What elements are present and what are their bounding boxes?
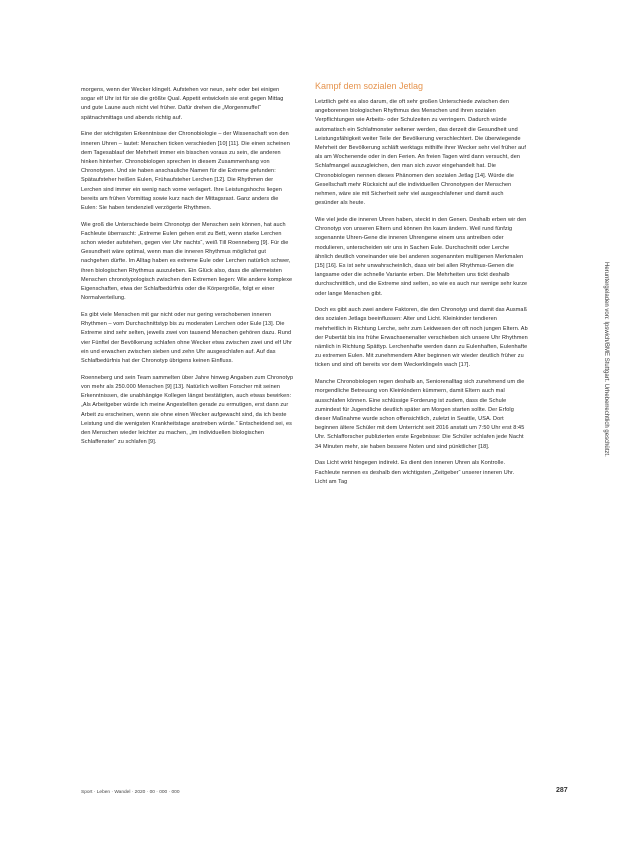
- paragraph: morgens, wenn der Wecker klingelt. Aufstehen vor neun, sehr oder bei einigen sogar elf Uhr ist für sie die größte Qual. Appetit entwickeln sie erst gegen Mittag und gute Laune auch nicht viel früher. Dafür drehen die „Morgenmuffel“ spätnachmittags und abends richtig auf.: [81, 87, 284, 121]
- section-title: Kampf dem sozialen Jetlag: [315, 81, 424, 91]
- paragraph: Roenneberg und sein Team sammelten über Jahre hinweg Angaben zum Chronotyp von mehr als 250.000 Menschen [9] [13]. Natürlich wollten Forscher mit seinen Erkenntnissen, die unabhängige Kollegen längst bestätigten, auch etwas bewirken: „Als Arbeitgeber würde ich meine Angestellten gerade zu ermutigen, erst dann zur Arbeit zu erscheinen, wenn sie ohne einen Wecker aufgewacht sind, da ich beste Leistung und die wenigsten Krankheitstage anstreben würde.“ Entscheidend sei, es den Menschen wieder leichter zu machen, „im individuellen biologischen Schlaffenster“ zu schlafen [9].: [81, 374, 294, 446]
- download-note: Heruntergeladen von: Ipswich/BME Stuttgart. Urheberrechtlich geschützt.: [603, 262, 609, 457]
- paragraph: Es gibt viele Menschen mit gar nicht oder nur gering verschobenen inneren Rhythmen – vom Durchschnittstyp bis zu moderaten Lerchen oder Eule [13]. Die Extreme sind sehr selten, jeweils zwei von tausend Menschen gehören dazu. Rund vier Fünftel der Bevölkerung schlafen ohne Wecker etwa zwischen zwei und elf Uhr ein und erwachen zwischen sieben und zehn Uhr ausgeschlafen auf. Auf das Schlafbedürfnis hat der Chronotyp übrigens keinen Einfluss.: [81, 311, 292, 364]
- left-column: [81, 86, 294, 455]
- paragraph: Manche Chronobiologen regen deshalb an, Seniorenalltag sich zunehmend um die morgendliche Betreuung von Kleinkindern kümmern, damit Eltern auch mal ausschlafen können. Eine schlüssige Forderung ist zudem, dass die Schule zumindest für Jugendliche deutlich später am Morgen starten sollte. Der Erfolg dieser Maßnahme wurde schon offensichtlich, zuletzt in Seattle, USA. Dort beginnen ältere Schüler mit dem Unterricht seit 2016 anstatt um 7:50 Uhr erst 8:45 Uhr. Schlafforscher publizierten erste Ergebnisse: Die Schüler schlafen jede Nacht 34 Minuten mehr, sie haben bessere Noten und sind pünktlicher [18].: [315, 379, 525, 450]
- paragraph: Eine der wichtigsten Erkenntnisse der Chronobiologie – der Wissenschaft von den inneren Uhren – lautet: Menschen ticken verschieden [10] [11]. Die einen scheinen dem Tagesablauf der Mehrheit immer ein bisschen voraus zu sein, die anderen hinken hinterher. Chronobiologen sprechen in diesem Zusammenhang von Chronotypen. Und sie haben anschauliche Namen für die Extreme gefunden: Spätaufsteher heißen Eulen, Frühaufsteher Lerchen [12]. Die Rhythmen der Lerchen sind immer ein wenig nach vorne verlagert. Ihre Leistungshochs liegen bereits am frühen Vormittag sowie kurz nach der Mittagsrast. Ganz anders die Eulen: Sie haben tendenziell verzögerte Rhythmen.: [81, 131, 290, 211]
- paragraph: Doch es gibt auch zwei andere Faktoren, die den Chronotyp und damit das Ausmaß des sozialen Jetlags beeinflussen: Alter und Licht. Kleinkinder tendieren mehrheitlich in Richtung Lerche, sehr zum Leidwesen der oft noch jungen Eltern. Ab der Pubertät bis ins frühe Erwachsenenalter verschieben sich unsere Uhr Rhythmen nämlich in Richtung Spättyp. Lerchenhafte werden dann zu Eulenhaften, Eulenhafte zu extremen Eulen. Mit zunehmendem Alter beginnen wir wieder deutlich früher zu ticken und sind oft bereits vor dem Weckerklingeln wach [17].: [315, 307, 528, 369]
- footer-journal: Sport · Leben · Wandel · 2020 · 00 · 000 · 000: [81, 790, 180, 795]
- paragraph: Das Licht wirkt hingegen indirekt. Es dient den inneren Uhren als Kontrolle. Fachleute nennen es deshalb den wichtigsten „Zeitgeber“ unserer inneren Uhr. Licht am Tag: [315, 460, 515, 485]
- paragraph: Wie groß die Unterschiede beim Chronotyp der Menschen sein können, hat auch Fachleute überrascht: „Extreme Eulen gehen erst zu Bett, wenn starke Lerchen schon wieder aufstehen, gegen vier Uhr nachts“, weiß Till Roenneberg [9]. Für die Gesundheit wäre optimal, wenn man die inneren Rhythmus möglichst gut nachgehen dürfte. Im Alltag haben es extreme Eule oder Lerchen natürlich schwer, ihren biologischen Rhythmus auszuleben. Ein Glück also, dass die allermeisten Menschen chronotypologisch zwischen den Extremen liegen: Wie andere komplexe Eigenschaften, etwa der Schlafbedürfnis oder die Körpergröße, folgt er einer Normalverteilung.: [81, 221, 293, 302]
- paragraph: Wie viel jede die inneren Uhren haben, steckt in den Genen. Deshalb erben wir den Chronotyp von unseren Eltern und können ihn kaum ändern. Weil rund fünfzig sogenannte Uhren-Gene die inneren Uhrengene einem uns antreiben oder modulieren, unterscheiden wir uns in Sachen Eule. Durchschnitt oder Lerche ähnlich deutlich voneinander wie bei anderen sogenannten multigenen Merkmalen [15] [16]. Es ist sehr unwahrscheinlich, dass wir bei allen Rhythmus-Genen die langsame oder die schnelle Variante erben. Die Mehrheiten uns tickt deshalb durchschnittlich, und die Extreme sind selten, so wie es auch nur wenige sehr kurze oder lange Menschen gibt.: [315, 216, 528, 297]
- page-number: 287: [556, 787, 568, 794]
- right-column: [315, 98, 528, 494]
- paragraph: Letztlich geht es also darum, die oft sehr großen Unterschiede zwischen den angeborenen biologischen Rhythmus des Menschen und ihren sozialen Verpflichtungen wie Arbeits- oder Schulzeiten zu verringern. Dadurch würde automatisch ein Schlafmonster seltener werden, das derzeit die Gesundheit und Leistungsfähigkeit weiter Teile der Bevölkerung verschlechtert. Die überwiegende Mehrheit der Bevölkerung schläft werktags mithilfe ihrer Wecker sehr viel früher auf als am Wochenende oder in den Ferien. An freien Tagen wird dann versucht, den Schlafmangel auszugleichen, den man sich zuvor eingehandelt hat. Die Chronobiologen nennen dieses Phänomen den sozialen Jetlag [14]. Würde die Gesellschaft mehr Rücksicht auf die individuellen Chronotypen der Menschen nehmen, wäre sie mit Sicherheit sehr viel ausgeschlafener und damit auch gesünder als heute.: [315, 99, 526, 207]
